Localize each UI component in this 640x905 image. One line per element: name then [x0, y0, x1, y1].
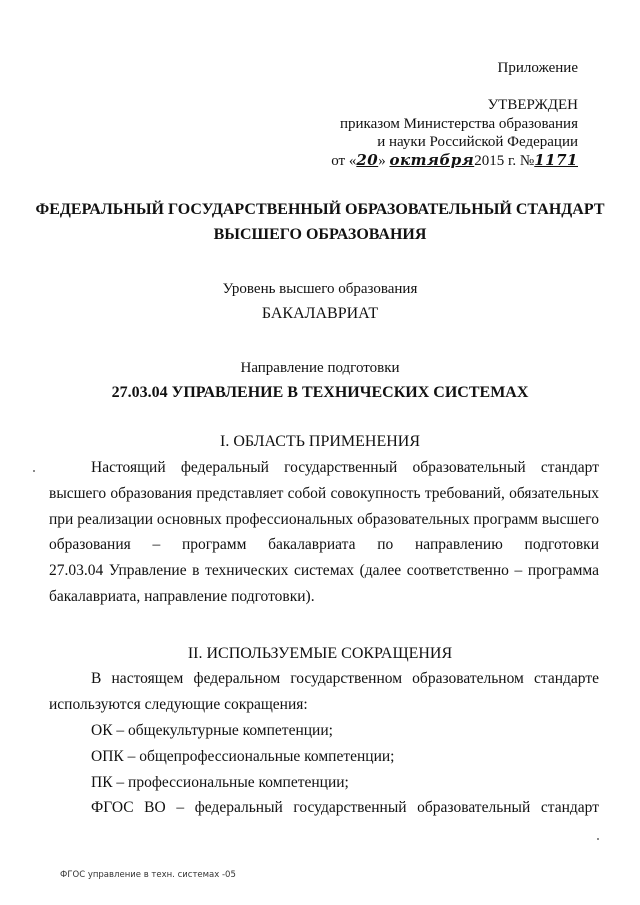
- date-prefix: от «: [331, 153, 357, 169]
- paragraph-line: 27.03.04 Управление в технических системах (далее соответственно – программа: [49, 562, 599, 580]
- order-line-2: и науки Российской Федерации: [377, 134, 578, 150]
- document-title-line-2: ВЫСШЕГО ОБРАЗОВАНИЯ: [213, 226, 427, 243]
- document-title-line-1: ФЕДЕРАЛЬНЫЙ ГОСУДАРСТВЕННЫЙ ОБРАЗОВАТЕЛЬНЫЙ СТАНДАРТ: [35, 201, 605, 218]
- paragraph-line: при реализации основных профессиональных образовательных программ высшего: [49, 510, 599, 528]
- abbreviation-item: ОПК – общепрофессиональные компетенции;: [91, 747, 395, 765]
- direction-label: Направление подготовки: [240, 360, 400, 376]
- abbreviation-list: [49, 718, 599, 821]
- page-footer: ФГОС управление в техн. системах -05: [60, 870, 236, 880]
- date-month-handwritten: октября: [389, 151, 475, 169]
- section-2-heading: II. ИСПОЛЬЗУЕМЫЕ СОКРАЩЕНИЯ: [187, 645, 453, 662]
- paragraph-line: Настоящий федеральный государственный образовательный стандарт: [91, 459, 599, 476]
- scan-speck: [597, 838, 599, 840]
- order-line-1: приказом Министерства образования: [340, 116, 578, 132]
- paragraph-line: высшего образования представляет собой совокупность требований, обязательных: [49, 484, 599, 502]
- section-1-paragraph: [49, 455, 599, 610]
- scan-speck: [33, 470, 35, 472]
- order-number-handwritten: 1171: [534, 151, 578, 169]
- approved-label: УТВЕРЖДЕН: [487, 97, 578, 113]
- direction-value: 27.03.04 УПРАВЛЕНИЕ В ТЕХНИЧЕСКИХ СИСТЕМАХ: [111, 384, 529, 401]
- date-day-handwritten: 20: [356, 151, 379, 169]
- abbreviation-item: ПК – профессиональные компетенции;: [91, 773, 349, 791]
- abbreviation-item: ОК – общекультурные компетенции;: [91, 722, 333, 739]
- paragraph-line: бакалавриата, направление подготовки).: [49, 587, 315, 605]
- date-mid: »: [378, 153, 386, 169]
- abbreviation-item: ФГОС ВО – федеральный государственный образовательный стандарт: [91, 799, 599, 817]
- appendix-label: Приложение: [497, 60, 578, 76]
- order-date-line: [0, 150, 578, 171]
- section-1-heading: I. ОБЛАСТЬ ПРИМЕНЕНИЯ: [219, 433, 421, 450]
- paragraph-line: используются следующие сокращения:: [49, 695, 308, 713]
- education-level-label: Уровень высшего образования: [222, 281, 418, 297]
- date-year: 2015 г. №: [474, 153, 535, 169]
- paragraph-line: образования – программ бакалавриата по направлению подготовки: [49, 536, 599, 554]
- education-level-value: БАКАЛАВРИАТ: [261, 305, 379, 322]
- paragraph-line: В настоящем федеральном государственном образовательном стандарте: [91, 670, 599, 687]
- section-2-intro: [49, 666, 599, 718]
